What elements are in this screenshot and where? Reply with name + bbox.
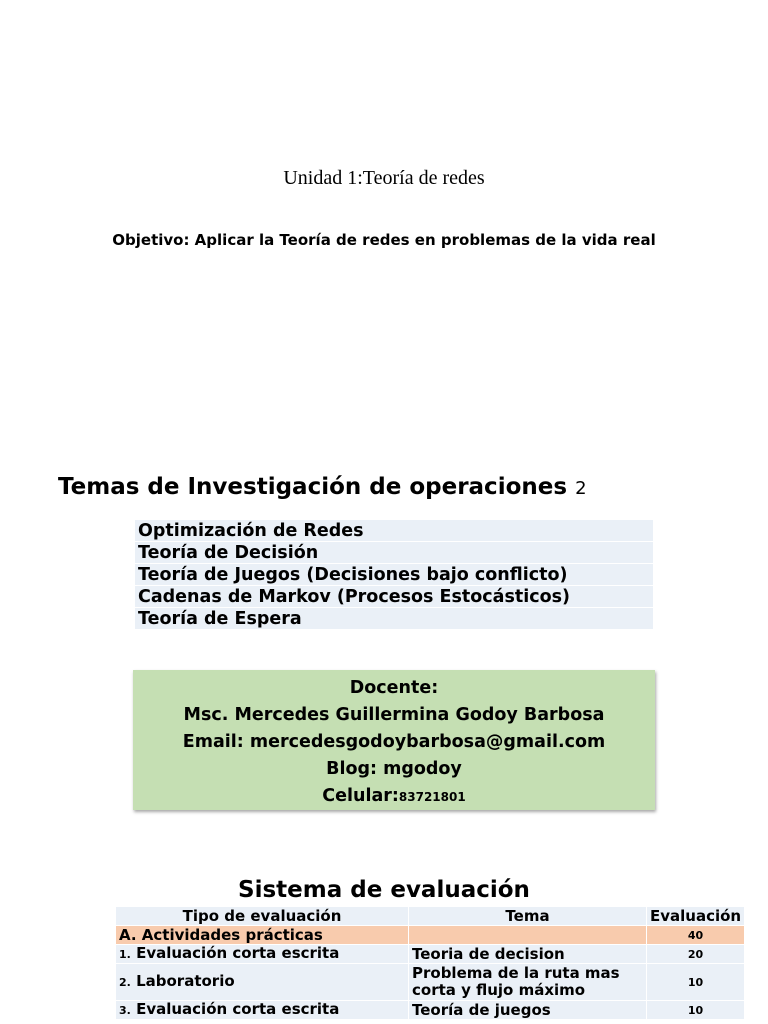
table-row <box>116 945 745 964</box>
row-type <box>116 964 409 1001</box>
section-label: A. Actividades prácticas <box>116 926 409 945</box>
unit-title: Unidad 1:Teoría de redes <box>283 167 485 189</box>
section-value: 40 <box>647 926 745 945</box>
objective-text: Objetivo: Aplicar la Teoría de redes en problemas de la vida real <box>112 231 656 249</box>
evaluation-table <box>115 906 745 1020</box>
table-row <box>116 964 745 1001</box>
row-topic <box>409 964 647 1001</box>
header-evaluation: Evaluación <box>647 907 745 926</box>
row-type-text: Evaluación corta escrita <box>136 1000 340 1018</box>
row-type-text: Evaluación corta escrita <box>136 944 340 962</box>
topics-heading <box>58 474 587 500</box>
row-topic <box>409 1001 647 1020</box>
table-row <box>116 1001 745 1020</box>
row-topic-line: corta y flujo máximo <box>412 981 586 999</box>
section-topic <box>409 926 647 945</box>
teacher-name: Msc. Mercedes Guillermina Godoy Barbosa <box>183 705 605 725</box>
teacher-info-box <box>133 670 655 810</box>
row-value: 20 <box>647 945 745 964</box>
row-type <box>116 1001 409 1020</box>
topic-item: Cadenas de Markov (Procesos Estocásticos) <box>135 586 653 608</box>
row-topic-line: Teoria de decision <box>412 944 565 963</box>
row-index: 2. <box>119 976 131 989</box>
header-type: Tipo de evaluación <box>116 907 409 926</box>
teacher-phone-line <box>133 783 655 810</box>
table-header-row <box>116 907 745 926</box>
row-index: 3. <box>119 1004 131 1017</box>
topics-heading-text: Temas de Investigación de operaciones <box>58 474 568 500</box>
row-index: 1. <box>119 948 131 961</box>
row-value: 10 <box>647 964 745 1001</box>
row-topic <box>409 945 647 964</box>
teacher-label: Docente: <box>349 678 439 698</box>
teacher-phone-label: Celular: <box>322 786 399 806</box>
row-topic-line: Teoría de juegos <box>412 1000 551 1019</box>
topic-item: Teoría de Juegos (Decisiones bajo conflicto) <box>135 564 653 586</box>
row-value: 10 <box>647 1001 745 1020</box>
topic-item: Optimización de Redes <box>135 520 653 542</box>
evaluation-title: Sistema de evaluación <box>238 877 530 903</box>
row-type <box>116 945 409 964</box>
topic-item: Teoría de Espera <box>135 608 653 630</box>
row-topic-line: Problema de la ruta mas <box>412 964 620 982</box>
teacher-email: Email: mercedesgodoybarbosa@gmail.com <box>182 732 606 752</box>
topics-heading-number: 2 <box>575 478 587 499</box>
row-type-text: Laboratorio <box>136 972 235 990</box>
table-section-row <box>116 926 745 945</box>
topic-item: Teoría de Decisión <box>135 542 653 564</box>
teacher-blog: Blog: mgodoy <box>326 759 462 779</box>
header-topic: Tema <box>409 907 647 926</box>
topics-list <box>135 520 653 630</box>
teacher-phone: 83721801 <box>398 790 466 804</box>
